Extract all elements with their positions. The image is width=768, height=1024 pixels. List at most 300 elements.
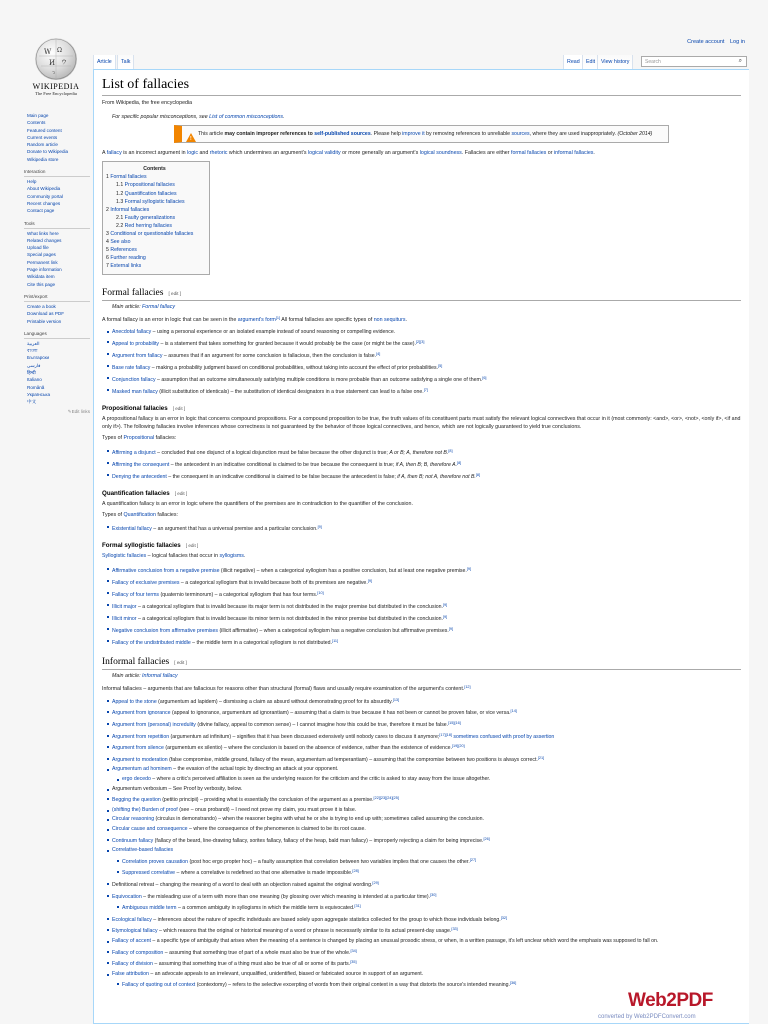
citation[interactable]: [9] — [317, 525, 322, 530]
sidebar-navigation — [24, 112, 90, 163]
section-heading-formal: Formal fallacies [ edit ] — [102, 287, 741, 301]
link-fallacy[interactable]: fallacy — [106, 150, 122, 156]
fallacy-link[interactable]: Anecdotal fallacy — [112, 328, 152, 335]
sidebar-nav-item[interactable]: Main page — [27, 113, 49, 118]
fallacy-link[interactable]: Argument from fallacy — [112, 352, 163, 359]
toc-number: 7 — [106, 263, 111, 270]
citation[interactable]: [7] — [423, 387, 428, 392]
sidebar-language-item[interactable]: Български — [27, 355, 50, 361]
link-non-sequiturs[interactable]: non sequiturs — [373, 316, 406, 323]
fallacy-description: – where a critic's perceived affiliation is seen as the underlying reason for the criticism and the critic is asked to stay away from the issue altogether. — [150, 776, 491, 783]
sidebar-tools-item[interactable]: Cite this page — [27, 281, 56, 287]
fallacy-description: (argumentum ad lapidem) – dismissing a claim as absurd without demonstrating proof for its absurdity. — [156, 698, 393, 705]
hatnote-link[interactable]: List of common misconceptions — [209, 114, 284, 120]
fallacy-description: – assumption that an outcome simultaneously satisfying multiple conditions is more probable than an outcome satisfying a single one of them. — [155, 376, 483, 383]
fallacy-link[interactable]: Affirmative conclusion from a negative premise — [112, 567, 220, 574]
fallacy-link[interactable]: Argumentum ad hominem — [112, 766, 172, 773]
svg-text:W: W — [44, 48, 52, 56]
sidebar-heading-interaction[interactable]: Interaction — [24, 168, 90, 177]
list-item — [108, 925, 741, 937]
link-quantification[interactable]: Quantification — [123, 512, 156, 518]
citation[interactable]: [30] — [430, 892, 437, 897]
list-item — [108, 902, 741, 914]
list-item — [108, 785, 741, 795]
fallacy-link[interactable]: Circular reasoning — [112, 816, 155, 823]
citation[interactable]: [10] — [317, 590, 324, 595]
quantification-types: Types of Quantification fallacies: — [102, 512, 178, 518]
citation[interactable]: [2][3] — [415, 339, 425, 344]
list-item — [108, 522, 741, 534]
link-informal-fallacies[interactable]: informal fallacies — [553, 150, 594, 156]
logo-wordmark: WIKIPEDIA — [32, 82, 80, 91]
tab-view-history[interactable]: View history — [597, 55, 633, 69]
fallacy-link[interactable]: Ambiguous middle term — [122, 905, 177, 912]
citation[interactable]: [9] — [466, 566, 472, 571]
fallacy-description: (false compromise, middle ground, fallacy of the mean, argumentum ad temperantiam) – assuming that the compromise between two positions is always correct. — [167, 756, 538, 763]
fallacy-description: – a common ambiguity in syllogisms in which the middle term is equivocated. — [176, 905, 355, 912]
fallacy-link[interactable]: Equivocation — [112, 893, 142, 900]
fallacy-link[interactable]: Base rate fallacy — [112, 364, 151, 371]
fallacy-description: – inferences about the nature of specific individuals are based solely upon aggregate statistics collected for the group to which those individuals belong. — [151, 916, 501, 923]
fallacy-description: Definitional retreat – changing the meaning of a word to deal with an objection raised against the original wording. — [112, 881, 373, 888]
toc-item[interactable] — [106, 238, 203, 246]
fallacy-link[interactable]: Affirming a disjunct — [112, 449, 156, 456]
page-title: List of fallacies — [102, 76, 741, 96]
link-syllogistic-fallacies[interactable]: Syllogistic fallacies — [102, 553, 147, 560]
edit-section-link[interactable]: [ edit ] — [168, 290, 181, 296]
wikipedia-logo[interactable] — [24, 38, 88, 104]
fallacy-description: (divine fallacy, appeal to common sense) – I cannot imagine how this could be true, therefore it must be false. — [195, 722, 449, 729]
section-heading-propositional: Propositional fallacies [ edit ] — [102, 404, 186, 412]
link-rhetoric[interactable]: rhetoric — [209, 150, 228, 156]
sidebar-interaction-item[interactable]: Help — [27, 179, 37, 185]
citation[interactable]: [17][18] — [439, 732, 452, 737]
sidebar-language-item[interactable]: বাংলা — [27, 348, 38, 354]
list-item — [108, 856, 741, 868]
informal-fallacy-list — [102, 696, 741, 991]
converter-watermark[interactable]: converted by Web2PDFConvert.com — [598, 1014, 696, 1020]
fallacy-link[interactable]: Conjunction fallacy — [112, 376, 156, 383]
fallacy-link[interactable]: Fallacy of four terms — [112, 591, 159, 598]
main-article-link[interactable]: Formal fallacy — [142, 303, 175, 310]
sidebar-heading-tools[interactable]: Tools — [24, 220, 90, 229]
sidebar-interaction-item[interactable]: Community portal — [27, 193, 63, 199]
list-item — [108, 470, 741, 482]
fallacy-description: (illicit negative) – when a categorical syllogism has a positive conclusion, but at least one negative premise. — [219, 567, 467, 574]
fallacy-description: – the antecedent in an indicative conditional is claimed to be true because the consequent is true; — [169, 461, 396, 468]
fallacy-link[interactable]: Continuum fallacy — [112, 837, 154, 844]
fallacy-description: – the middle term in a categorical syllogism is not distributed. — [190, 639, 333, 646]
toc-label: References — [110, 247, 137, 254]
syllogistic-fallacy-list — [102, 564, 741, 648]
web2pdf-logo: Web2PDF — [628, 990, 713, 1011]
citation[interactable]: [5] — [438, 363, 443, 368]
fallacy-link[interactable]: Argument to moderation — [112, 756, 168, 763]
toc-label: See also — [110, 239, 131, 246]
citation[interactable]: [22][23][24][25] — [373, 796, 399, 801]
toc-number: 1 — [106, 174, 111, 181]
citation[interactable]: [11] — [332, 638, 339, 643]
sidebar-language-item[interactable]: Українська — [27, 391, 51, 397]
list-item — [108, 696, 741, 708]
fallacy-link[interactable]: Correlation proves causation — [122, 858, 189, 865]
toc-item[interactable] — [106, 206, 203, 214]
list-item — [108, 327, 741, 337]
sidebar-interaction-item[interactable]: Contact page — [27, 208, 55, 214]
toc-number: 4 — [106, 239, 111, 246]
citation[interactable]: [9] — [443, 602, 448, 607]
search-input[interactable] — [641, 56, 747, 67]
toc-item[interactable] — [106, 246, 203, 254]
sidebar-print — [24, 293, 90, 325]
sidebar-print-item[interactable]: Create a book — [27, 303, 56, 309]
fallacy-link[interactable]: Fallacy of quoting out of context — [122, 982, 196, 989]
citation[interactable]: [29] — [372, 880, 379, 885]
fallacy-description: – assuming that something true of part of a whole must also be true of the whole. — [163, 949, 351, 956]
sidebar-language-item[interactable]: Italiano — [27, 377, 42, 383]
fallacy-description: – a categorical syllogism that is invalid because both of its premises are negative. — [179, 579, 368, 586]
sidebar-tools-item[interactable]: Permanent link — [27, 259, 58, 265]
sidebar-print-item[interactable]: Download as PDF — [27, 311, 65, 317]
fallacy-description: – is a statement that takes something for granted because it would probably be the case (or might be the case). — [159, 340, 416, 347]
list-item — [108, 806, 741, 816]
toc-item[interactable] — [106, 181, 203, 189]
fallacy-link[interactable]: False attribution — [112, 970, 149, 977]
toc-item[interactable] — [106, 190, 203, 198]
notice-link-unreliable[interactable]: sources — [511, 131, 530, 137]
fallacy-link[interactable]: Negative conclusion from affirmative premises — [112, 627, 219, 634]
informal-intro: Informal fallacies – arguments that are fallacious for reasons other than structural (formal) flaws and usually require examination of the argument's content.[12] — [102, 684, 471, 692]
tab-talk[interactable]: Talk — [117, 55, 134, 69]
fallacy-link[interactable]: Affirming the consequent — [112, 461, 170, 468]
citation[interactable]: [31] — [354, 904, 361, 909]
sidebar-tools-item[interactable]: What links here — [27, 230, 59, 236]
sidebar-tools-item[interactable]: Special pages — [27, 252, 56, 258]
citation[interactable]: [26] — [483, 836, 490, 841]
puzzle-globe-icon — [35, 38, 77, 80]
fallacy-link[interactable]: Argument from ignorance — [112, 710, 171, 717]
list-item — [108, 624, 741, 636]
fallacy-form: A or B; A, therefore not B. — [389, 449, 449, 456]
citation[interactable]: [32] — [500, 915, 508, 920]
list-item — [108, 588, 741, 600]
sidebar-language-item[interactable]: हिन्दी — [27, 370, 36, 376]
citation[interactable]: [33] — [451, 927, 458, 932]
fallacy-description: – the evasion of the actual topic by directing an attack at your opponent. — [171, 766, 339, 773]
link-propositional[interactable]: Propositional — [123, 435, 155, 442]
sidebar-nav-item[interactable]: Current events — [27, 134, 58, 140]
toc-label: Formal syllogistic fallacies — [124, 198, 185, 205]
article-content — [93, 69, 749, 1024]
fallacy-description: (see – onus probandi) – I need not prove my claim, you must prove it is false. — [177, 806, 357, 813]
toc-number: 6 — [106, 255, 111, 262]
fallacy-description: (argumentum ex silentio) – where the conclusion is based on the absence of evidence, rather than the existence of evidence. — [163, 745, 452, 752]
toc-label: Informal fallacies — [110, 206, 150, 213]
fallacy-description: – assumes that if an argument for some conclusion is fallacious, then the conclusion is false. — [162, 352, 377, 359]
sidebar-nav-item[interactable]: Random article — [27, 142, 58, 148]
fallacy-description: (appeal to ignorance, argumentum ad ignorantiam) – assuming that a claim is true because it has not been or cannot be proven false, or vice versa. — [170, 710, 511, 717]
propositional-fallacy-list — [102, 446, 741, 482]
edit-section-link[interactable]: [ edit ] — [174, 490, 188, 496]
svg-text:ว: ว — [52, 70, 55, 76]
list-item — [108, 349, 741, 361]
sidebar-interaction-item[interactable]: About Wikipedia — [27, 186, 61, 192]
toc-label: External links — [110, 263, 142, 270]
list-item — [108, 564, 741, 576]
sidebar-nav-item[interactable]: Donate to Wikipedia — [27, 149, 69, 155]
sidebar-heading-languages[interactable]: Languages — [24, 330, 90, 339]
fallacy-description: (quaternio terminorum) – a categorical syllogism that has four terms. — [159, 591, 318, 598]
citation[interactable]: [15][16] — [448, 721, 461, 726]
sidebar-nav-item[interactable]: Contents — [27, 120, 46, 126]
site-subtitle: From Wikipedia, the free encyclopedia — [102, 100, 193, 106]
section-heading-quantification: Quantification fallacies [ edit ] — [102, 489, 188, 497]
fallacy-link[interactable]: Illicit major — [112, 603, 137, 610]
sidebar-heading-print[interactable]: Print/export — [24, 293, 90, 302]
fallacy-link[interactable]: Appeal to the stone — [112, 698, 157, 705]
fallacy-link[interactable]: Fallacy of the undistributed middle — [112, 639, 191, 646]
list-item — [108, 361, 741, 373]
sidebar-tools — [24, 220, 90, 288]
notice-link-sources[interactable]: self-published sources — [314, 131, 371, 137]
toc-label: Conditional or questionable fallacies — [110, 231, 194, 238]
list-item — [108, 385, 741, 397]
fallacy-description: Argumentum verbosium – See Proof by verbosity, below. — [112, 785, 243, 792]
sidebar-print-item[interactable]: Printable version — [27, 318, 62, 324]
formal-fallacy-list — [102, 327, 741, 397]
sidebar-language-item[interactable]: فارسی — [27, 362, 41, 368]
svg-text:ウ: ウ — [61, 59, 68, 66]
sidebar-nav-item[interactable]: Wikipedia store — [27, 156, 59, 162]
toc-label: Propositional fallacies — [124, 182, 175, 189]
list-item — [108, 958, 741, 970]
fallacy-link[interactable]: Existential fallacy — [112, 526, 152, 533]
fallacy-description: – using a personal experience or an isolated example instead of sound reasoning or compelling evidence. — [151, 328, 396, 335]
fallacy-description: (contextomy) – refers to the selective excerpting of words from their original context in a way that distorts the source's intended meaning. — [195, 982, 510, 989]
citation[interactable]: [6] — [482, 375, 487, 380]
fallacy-link[interactable]: Argument from repetition — [112, 733, 170, 740]
fallacy-link[interactable]: Circular cause and consequence — [112, 826, 188, 833]
toc-label: Quantification fallacies — [124, 190, 177, 197]
fallacy-link[interactable]: Etymological fallacy — [112, 928, 158, 935]
toc-item[interactable] — [106, 262, 203, 270]
citation[interactable]: [36] — [509, 981, 517, 986]
link-soundness[interactable]: logical soundness — [419, 150, 462, 156]
fallacy-link[interactable]: Masked man fallacy — [112, 388, 158, 395]
fallacy-description: (illicit affirmative) – when a categorical syllogism has a negative conclusion but affirmative premises. — [218, 627, 449, 634]
toc-number: 2.1 — [116, 214, 125, 221]
toc-item[interactable] — [106, 198, 203, 206]
fallacy-description: – a specific type of ambiguity that arises when the meaning of a sentence is changed by placing an unusual prosodic stress, or when, in a written passage, it's left unclear which word the emphasis was supposed to fall on. — [150, 937, 659, 944]
link-argument-form[interactable]: argument's form — [237, 316, 276, 323]
create-account-link[interactable]: Create account — [687, 39, 725, 45]
search-icon[interactable]: ⌕ — [738, 58, 742, 64]
citation[interactable]: [19][20] — [452, 744, 465, 749]
list-item — [108, 970, 741, 980]
list-item — [108, 731, 741, 743]
main-article-link[interactable]: Informal fallacy — [142, 672, 178, 679]
toc-number: 1.2 — [116, 190, 125, 197]
list-item — [108, 636, 741, 648]
sidebar-language-item[interactable]: 中文 — [27, 399, 37, 405]
notice-link-improve[interactable]: improve it — [402, 131, 425, 137]
list-item — [108, 576, 741, 588]
fallacy-description: – the misleading use of a term with more than one meaning (by glossing over which meaning is intended at a particular time). — [141, 893, 431, 900]
personal-tools — [93, 38, 749, 48]
citation[interactable]: [14] — [510, 709, 517, 714]
list-item — [108, 458, 741, 470]
fallacy-link[interactable]: Begging the question — [112, 797, 161, 804]
tab-read[interactable]: Read — [563, 55, 584, 69]
edit-section-link[interactable]: [ edit ] — [172, 405, 186, 411]
logo-tagline: The Free Encyclopedia — [35, 91, 77, 96]
list-item — [108, 707, 741, 719]
propositional-intro: A propositional fallacy is an error in logic that concerns compound propositions. For a compound proposition to be true, the truth values of its constituent parts must satisfy the relevant logical connectives that occur in it (most commonly: <and>, <or>, <not>, <only if>, <if and only if>). The following fallacies involve inferences whose correctness is not guaranteed by the behavior of those logical connectives, and hence, which are not logically guaranteed to yield true conclusions. — [102, 415, 741, 431]
login-link[interactable]: Log in — [730, 39, 745, 45]
fallacy-description: (post hoc ergo propter hoc) – a faulty assumption that correlation between two variables implies that one causes the other. — [188, 858, 470, 865]
fallacy-description: (petitio principii) – providing what is essentially the conclusion of the argument as a premise. — [160, 797, 374, 804]
fallacy-link[interactable]: Appeal to probability — [112, 340, 160, 347]
fallacy-link[interactable]: Fallacy of composition — [112, 949, 164, 956]
sidebar-languages — [24, 330, 90, 415]
list-item — [108, 891, 741, 903]
tab-edit[interactable]: Edit — [582, 55, 599, 69]
sidebar — [24, 112, 90, 420]
fallacy-description: – assuming that something true of a thing must also be true of all or some of its parts. — [152, 961, 351, 968]
toc-item[interactable] — [106, 254, 203, 262]
sidebar-tools-item[interactable]: Wikidata item — [27, 274, 55, 280]
citation[interactable]: [21] — [537, 755, 545, 760]
fallacy-link[interactable]: ergo decedo — [122, 776, 151, 783]
fallacy-description: (argumentum ad infinitum) – signifies that it has been discussed extensively until nobody cares to discuss it anymore; — [169, 733, 440, 740]
link-formal-fallacies[interactable]: formal fallacies — [510, 150, 547, 156]
toc-label: Red herring fallacies — [124, 222, 172, 229]
related-link[interactable]: sometimes confused with proof by assertion — [451, 733, 555, 740]
sidebar-interaction-item[interactable]: Recent changes — [27, 200, 61, 206]
fallacy-link[interactable]: Ecological fallacy — [112, 916, 152, 923]
fallacy-link[interactable]: Fallacy of exclusive premises — [112, 579, 180, 586]
toc-item[interactable] — [106, 222, 203, 230]
list-item — [108, 867, 741, 879]
intro-paragraph: A fallacy is an incorrect argument in logic and rhetoric which undermines an argument's logical validity or more generally an argument's logical soundness. Fallacies are either formal fallacies or informal fallacies. — [102, 150, 595, 156]
citation[interactable]: [27] — [469, 857, 477, 862]
fallacy-description: – an advocate appeals to an irrelevant, unqualified, unidentified, biased or fabricated source in support of an argument. — [148, 970, 424, 977]
link-logic[interactable]: logic — [187, 150, 198, 156]
fallacy-description: (fallacy of the beard, line-drawing fallacy, sorites fallacy, fallacy of the heap, bald man fallacy) – improperly rejecting a claim for being imprecise. — [153, 837, 484, 844]
toc-label: Faulty generalizations — [124, 214, 176, 221]
fallacy-description: – a categorical syllogism that is invalid because its major term is not distributed in the major premise but distributed in the conclusion. — [136, 603, 443, 610]
warning-icon — [186, 133, 196, 142]
list-item — [108, 835, 741, 847]
fallacy-description: – the consequent in an indicative conditional is claimed to be false because the antecedent is false; — [166, 473, 398, 480]
main-article-note: Main article: Informal fallacy — [112, 672, 178, 679]
table-of-contents — [102, 161, 210, 274]
toc-item[interactable] — [106, 230, 203, 238]
sidebar-language-item[interactable]: العربية — [27, 340, 40, 346]
sidebar-tools-item[interactable]: Page information — [27, 267, 62, 273]
maintenance-notice: ! This article may contain improper references to self-published sources. Please help improve it by removing references to unreliable sources, where they are used inappropriately. (October 2014) — [174, 125, 669, 143]
svg-text:И: И — [49, 59, 56, 67]
citation[interactable]: [34] — [350, 948, 357, 953]
citation[interactable]: [35] — [350, 960, 357, 965]
citation[interactable]: [8] — [457, 460, 462, 465]
edit-section-link[interactable]: [ edit ] — [174, 659, 187, 665]
toc-number: 1.3 — [116, 198, 125, 205]
fallacy-link[interactable]: Fallacy of accent — [112, 937, 151, 944]
link-validity[interactable]: logical validity — [307, 150, 341, 156]
quantification-fallacy-list — [102, 522, 741, 534]
search-placeholder: Search — [645, 59, 661, 65]
notice-date: (October 2014) — [617, 131, 653, 137]
section-heading-informal: Informal fallacies [ edit ] — [102, 656, 741, 670]
fallacy-form: if A, then B; not A, therefore not B. — [397, 473, 476, 480]
sidebar-tools-item[interactable]: Related changes — [27, 237, 62, 243]
edit-links-link[interactable]: ✎Edit links — [67, 408, 90, 414]
fallacy-link[interactable]: Fallacy of division — [112, 961, 153, 968]
formal-intro: A formal fallacy is an error in logic that can be seen in the argument's form[1] All formal fallacies are specific types of non sequiturs. — [102, 315, 407, 323]
citation[interactable]: [9] — [443, 614, 448, 619]
fallacy-link[interactable]: Suppressed correlative — [122, 870, 176, 877]
citation[interactable]: [13] — [392, 697, 400, 702]
personal-links — [683, 39, 745, 45]
fallacy-link[interactable]: Denying the antecedent — [112, 473, 167, 480]
fallacy-description: – where the consequence of the phenomenon is claimed to be its root cause. — [187, 826, 366, 833]
list-item — [108, 775, 741, 785]
list-item — [108, 754, 741, 766]
fallacy-link[interactable]: (shifting the) Burden of proof — [112, 806, 178, 813]
sidebar-language-item[interactable]: Română — [27, 384, 45, 390]
edit-section-link[interactable]: [ edit ] — [185, 543, 199, 549]
link-syllogisms[interactable]: syllogisms — [219, 553, 244, 560]
citation[interactable]: [9] — [448, 626, 454, 631]
toc-number: 5 — [106, 247, 111, 254]
fallacy-link[interactable]: Argument from (personal) incredulity — [112, 722, 196, 729]
main-article-note: Main article: Formal fallacy — [112, 303, 175, 310]
fallacy-link[interactable]: Argument from silence — [112, 745, 164, 752]
sidebar-interaction — [24, 168, 90, 214]
list-item — [108, 612, 741, 624]
pencil-icon: ✎ — [67, 408, 72, 414]
tab-article[interactable]: Article — [93, 55, 116, 69]
fallacy-link[interactable]: Illicit minor — [112, 615, 137, 622]
fallacy-description: – an argument that has a universal premise and a particular conclusion. — [151, 526, 318, 533]
fallacy-link[interactable]: Correlative-based fallacies — [112, 847, 174, 854]
toc-label: Formal fallacies — [110, 174, 147, 181]
fallacy-description: (circulus in demonstrando) – when the reasoner begins with what he or she is trying to end up with; sometimes called assuming the conclusion. — [154, 816, 484, 823]
sidebar-nav-item[interactable]: Featured content — [27, 127, 62, 133]
sidebar-tools-item[interactable]: Upload file — [27, 245, 49, 251]
fallacy-description: (illicit substitution of identicals) – the substitution of identical designators in a true statement can lead to a false one. — [157, 388, 424, 395]
section-heading-syllogistic: Formal syllogistic fallacies [ edit ] — [102, 542, 199, 550]
fallacy-description: – a categorical syllogism that is invalid because its minor term is not distributed in the minor premise but distributed in the conclusion. — [136, 615, 443, 622]
citation[interactable]: [28] — [352, 869, 359, 874]
hatnote: For specific popular misconceptions, see List of common misconceptions. — [112, 114, 285, 120]
list-item — [108, 825, 741, 835]
citation[interactable]: [4] — [376, 351, 381, 356]
toc-item[interactable] — [106, 214, 203, 222]
fallacy-form: if A, then B; B, therefore A. — [395, 461, 458, 468]
toc-number: 2.2 — [116, 222, 125, 229]
citation[interactable]: [9] — [367, 578, 372, 583]
toc-title: Contents — [143, 166, 166, 173]
fallacy-description: – which reasons that the original or historical meaning of a word or phrase is necessarily similar to its actual present-day usage. — [157, 928, 452, 935]
citation[interactable]: [8] — [475, 472, 481, 477]
fallacy-description: – making a probability judgment based on conditional probabilities, without taking into account the effect of prior probabilities. — [150, 364, 439, 371]
list-item — [108, 794, 741, 806]
citation[interactable]: [8] — [448, 448, 453, 453]
toc-item[interactable] — [106, 173, 203, 181]
list-item — [108, 846, 741, 856]
